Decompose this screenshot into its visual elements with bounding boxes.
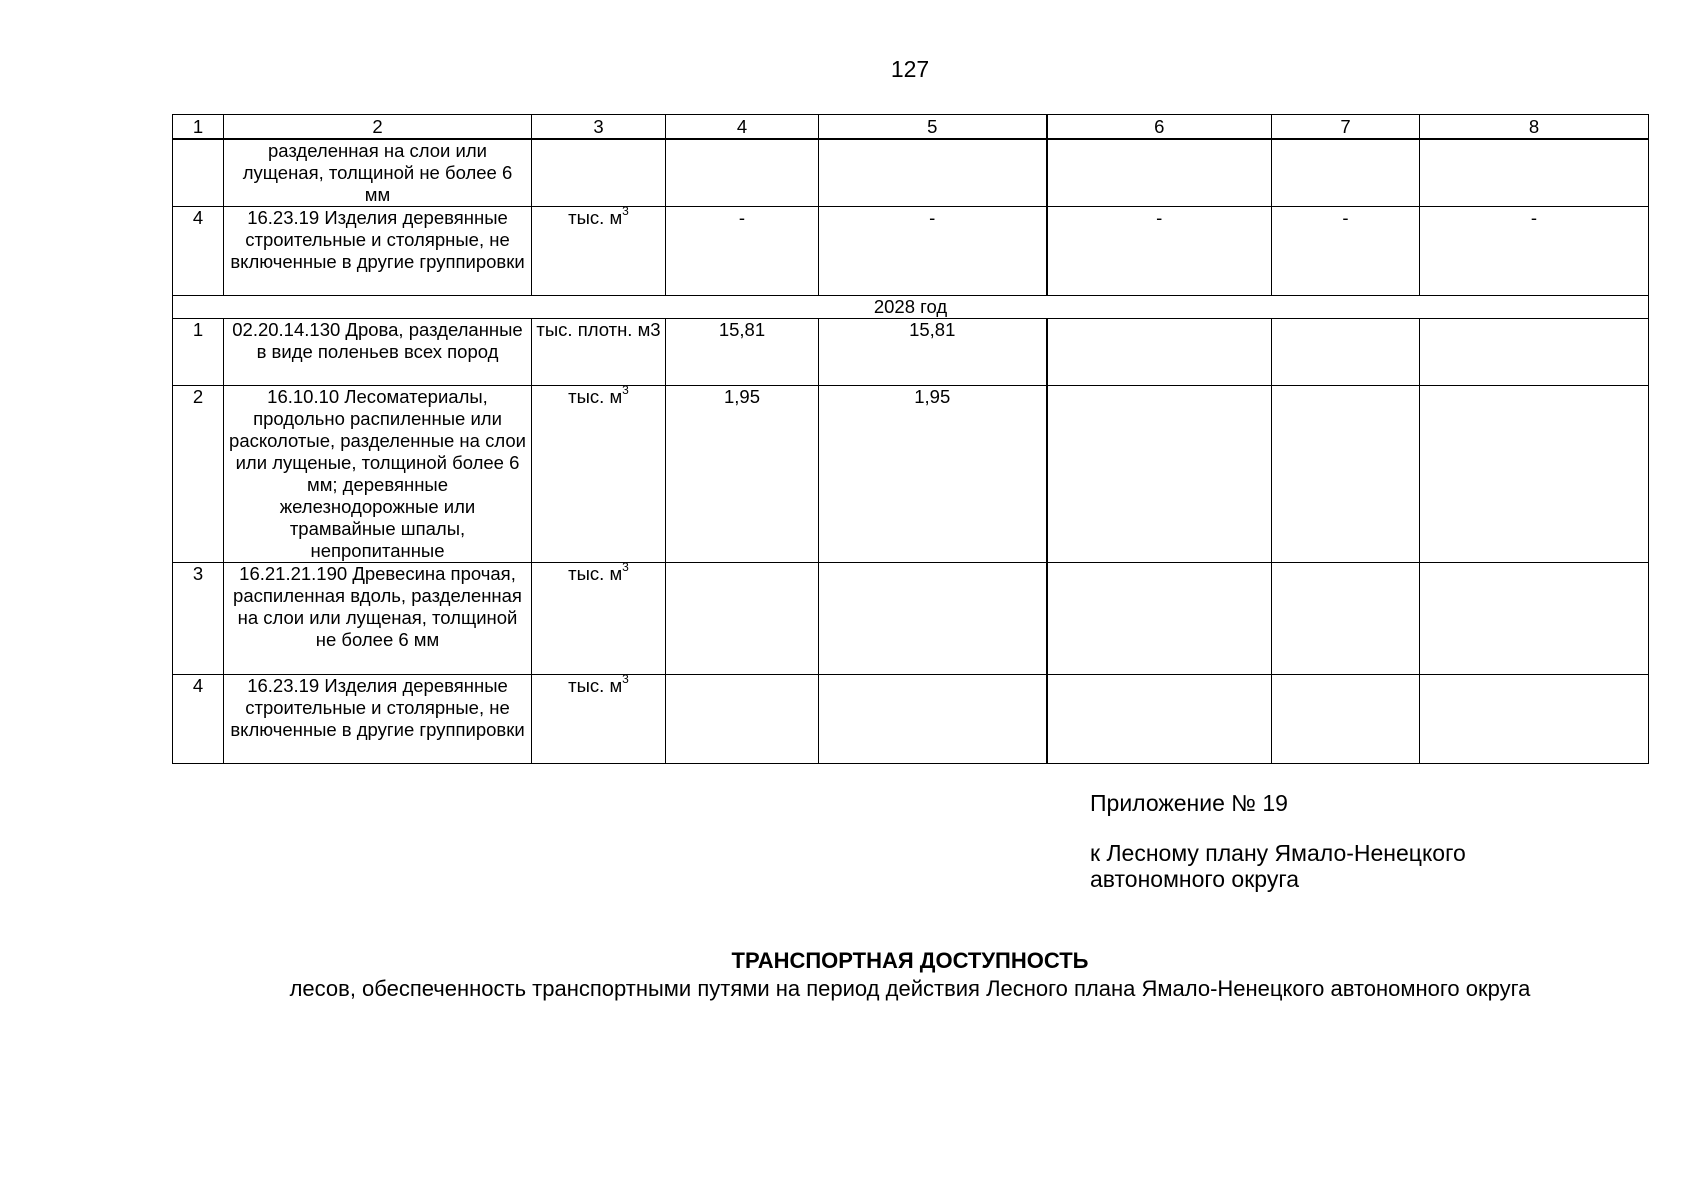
value-cell	[1272, 319, 1420, 386]
header-cell: 6	[1047, 115, 1272, 140]
data-table	[172, 114, 1649, 764]
row-number: 4	[173, 207, 224, 296]
value-cell	[666, 675, 819, 764]
value-cell	[1420, 675, 1649, 764]
value-cell	[666, 139, 819, 207]
unit: тыс. плотн. м3	[532, 319, 666, 386]
table-row	[173, 207, 1649, 296]
value-cell	[1272, 139, 1420, 207]
header-row	[173, 115, 1649, 140]
value-cell: 1,95	[819, 386, 1047, 563]
row-number	[173, 139, 224, 207]
value-cell	[666, 563, 819, 675]
value-cell	[819, 139, 1047, 207]
row-number: 1	[173, 319, 224, 386]
value-cell	[1272, 386, 1420, 563]
section-subheading: лесов, обеспеченность транспортными путями на период действия Лесного плана Ямало-Ненецкого автономного округа	[289, 976, 1531, 1001]
value-cell	[1272, 675, 1420, 764]
year-label: 2028 год	[173, 296, 1649, 319]
product-name: 16.23.19 Изделия деревянные строительные и столярные, не включенные в другие группировки	[224, 675, 532, 764]
unit: тыс. $м^3$	[532, 207, 666, 296]
unit: тыс. $м^3$	[532, 675, 666, 764]
appendix-to-line-2: автономного округа	[1090, 866, 1299, 892]
table-row	[173, 675, 1649, 764]
unit: тыс. $м^3$	[532, 386, 666, 563]
unit	[532, 139, 666, 207]
appendix-block	[1090, 790, 1466, 892]
value-cell	[1047, 386, 1272, 563]
product-name: разделенная на слои или лущеная, толщиной не более 6 мм	[224, 139, 532, 207]
row-number: 3	[173, 563, 224, 675]
table-row	[173, 319, 1649, 386]
value-cell	[1047, 675, 1272, 764]
header-cell: 5	[819, 115, 1047, 140]
value-cell: -	[819, 207, 1047, 296]
value-cell: 15,81	[819, 319, 1047, 386]
value-cell	[1420, 563, 1649, 675]
value-cell: 15,81	[666, 319, 819, 386]
header-cell: 8	[1420, 115, 1649, 140]
row-number: 4	[173, 675, 224, 764]
table-row	[173, 386, 1649, 563]
value-cell	[1047, 139, 1272, 207]
table-row	[173, 139, 1649, 207]
value-cell	[1047, 563, 1272, 675]
header-cell: 2	[224, 115, 532, 140]
page-number: 127	[890, 56, 930, 82]
product-name: 16.21.21.190 Древесина прочая, распиленная вдоль, разделенная на слои или лущеная, толщиной не более 6 мм	[224, 563, 532, 675]
unit: тыс. $м^3$	[532, 563, 666, 675]
value-cell: -	[1047, 207, 1272, 296]
value-cell	[819, 675, 1047, 764]
header-cell: 1	[173, 115, 224, 140]
value-cell	[1420, 139, 1649, 207]
value-cell	[1420, 319, 1649, 386]
value-cell: -	[1272, 207, 1420, 296]
value-cell	[1047, 319, 1272, 386]
table-row	[173, 563, 1649, 675]
product-name: 16.10.10 Лесоматериалы, продольно распиленные или расколотые, разделенные на слои или лущеные, толщиной более 6 мм; деревянные железнодорожные или трамвайные шпалы, непропитанные	[224, 386, 532, 563]
value-cell	[1420, 386, 1649, 563]
year-row	[173, 296, 1649, 319]
header-cell: 4	[666, 115, 819, 140]
header-cell: 7	[1272, 115, 1420, 140]
value-cell: -	[666, 207, 819, 296]
value-cell: -	[1420, 207, 1649, 296]
product-name: 02.20.14.130 Дрова, разделанные в виде поленьев всех пород	[224, 319, 532, 386]
section-heading: ТРАНСПОРТНАЯ ДОСТУПНОСТЬ	[731, 948, 1089, 973]
value-cell	[819, 563, 1047, 675]
header-cell: 3	[532, 115, 666, 140]
value-cell: 1,95	[666, 386, 819, 563]
appendix-to-line-1: к Лесному плану Ямало-Ненецкого	[1090, 840, 1466, 866]
row-number: 2	[173, 386, 224, 563]
appendix-number: Приложение № 19	[1090, 790, 1288, 816]
product-name: 16.23.19 Изделия деревянные строительные и столярные, не включенные в другие группировки	[224, 207, 532, 296]
value-cell	[1272, 563, 1420, 675]
